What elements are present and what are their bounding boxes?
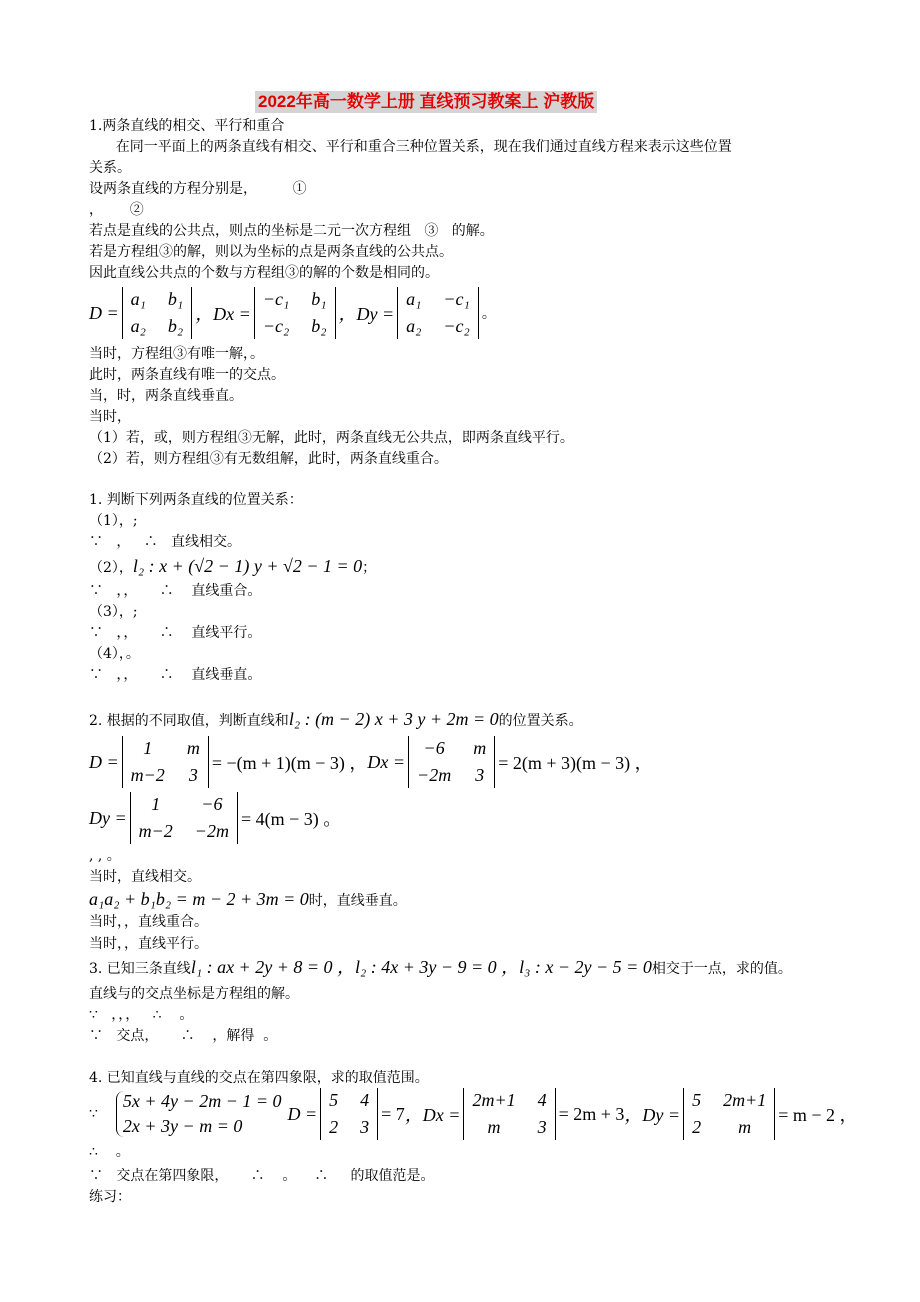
equation-system: 5x + 4y − 2m − 1 = 0 2x + 3y − m = 0 xyxy=(116,1091,282,1137)
paragraph: ， ② xyxy=(89,202,144,218)
paragraph: 直线与的交点坐标是方程组的解。 xyxy=(89,986,299,1002)
paragraph: , , 。 xyxy=(89,848,121,864)
math-value: = 7 xyxy=(381,1103,405,1124)
math-label: D = xyxy=(287,1103,318,1124)
math-value: = 4(m − 3) 。 xyxy=(240,809,342,829)
determinant-formula xyxy=(89,1088,858,1140)
determinant: a₁ b₁ a₂ b₂ xyxy=(122,287,193,339)
exercise-heading: 3. 已知三条直线l₁ : ax + 2y + 8 = 0 ，l₂ : 4x + 3y − 9 = 0 ，l₃ : x − 2y − 5 = 0相交于一点，求的值。 xyxy=(89,957,792,977)
paragraph: 当时，，直线重合。 xyxy=(89,914,208,930)
paragraph: （1），; xyxy=(89,513,138,529)
paragraph: ∵ ，， ∴ 直线重合。 xyxy=(89,583,262,599)
paragraph: 当时， xyxy=(89,409,131,425)
determinant: 5 4 2 3 xyxy=(320,1088,378,1140)
determinant-formula xyxy=(89,287,496,339)
paragraph: a₁a₂ + b₁b₂ = m − 2 + 3m = 0时，直线垂直。 xyxy=(89,889,407,909)
determinant: −6 m −2m 3 xyxy=(408,736,495,788)
paragraph: ∵ ，， ∴ 直线垂直。 xyxy=(89,667,262,683)
section-heading: 1.两条直线的相交、平行和重合 xyxy=(89,118,285,134)
paragraph: 关系。 xyxy=(89,160,131,176)
document-title: 2022年高一数学上册 直线预习教案上 沪教版 xyxy=(255,91,597,113)
math-label: D = xyxy=(89,302,119,323)
paragraph: （4），。 xyxy=(89,646,140,662)
paragraph: （3），; xyxy=(89,604,138,620)
math-label: ，Dy = xyxy=(338,304,395,324)
determinant: 2m+1 4 m 3 xyxy=(463,1088,555,1140)
punctuation: 。 xyxy=(481,307,496,322)
paragraph: 设两条直线的方程分别是， ① xyxy=(89,181,307,197)
math-label: Dx = xyxy=(367,751,406,772)
paragraph: 若点是直线的公共点，则点的坐标是二元一次方程组 ③ 的解。 xyxy=(89,223,494,239)
because-symbol: ∵ xyxy=(89,1106,98,1122)
determinant: −c₁ b₁ −c₂ b₂ xyxy=(254,287,336,339)
math-label: ，Dx = xyxy=(404,1105,461,1125)
determinant-formula xyxy=(89,736,653,788)
determinant: 5 2m+1 2 m xyxy=(683,1088,775,1140)
exercise-heading: 1. 判断下列两条直线的位置关系： xyxy=(89,492,303,508)
math-label: ，Dx = xyxy=(195,304,251,324)
paragraph: （1）若，或，则方程组③无解，此时，两条直线无公共点，即两条直线平行。 xyxy=(89,430,574,446)
determinant: 1 m m−2 3 xyxy=(122,736,209,788)
paragraph: 若是方程组③的解，则以为坐标的点是两条直线的公共点。 xyxy=(89,244,453,260)
paragraph: ∵ ，， ∴ 直线平行。 xyxy=(89,625,262,641)
paragraph: ∵ ，，， ∴ 。 xyxy=(89,1007,194,1023)
paragraph: 当时，方程组③有唯一解，。 xyxy=(89,346,264,362)
determinant: 1 −6 m−2 −2m xyxy=(130,792,238,844)
paragraph: ∵ ， ∴ 直线相交。 xyxy=(89,534,242,550)
math-label: Dy = xyxy=(89,807,127,828)
paragraph: 当时，，直线平行。 xyxy=(89,936,208,952)
paragraph: 当，时，两条直线垂直。 xyxy=(89,388,243,404)
math-value: = 2(m + 3)(m − 3) ， xyxy=(498,753,653,773)
paragraph: （2），l₂ : x + (√2 − 1) y + √2 − 1 = 0； xyxy=(89,556,377,576)
math-value: = m − 2 ， xyxy=(778,1105,858,1125)
exercise-heading: 2. 根据的不同取值，判断直线和l₂ : (m − 2) x + 3 y + 2m = 0的位置关系。 xyxy=(89,709,583,729)
paragraph: 因此直线公共点的个数与方程组③的解的个数是相同的。 xyxy=(89,265,439,281)
paragraph: 当时，直线相交。 xyxy=(89,869,201,885)
paragraph: ∵ 交点， ∴ ，解得 。 xyxy=(89,1028,278,1044)
paragraph: 练习： xyxy=(89,1189,131,1205)
math-label: ，Dy = xyxy=(624,1105,681,1125)
exercise-heading: 4. 已知直线与直线的交点在第四象限，求的取值范围。 xyxy=(89,1070,429,1086)
paragraph: ∴ 。 xyxy=(89,1144,130,1160)
math-value: = 2m + 3 xyxy=(558,1103,625,1124)
math-value: = −(m + 1)(m − 3) ， xyxy=(211,753,368,773)
paragraph: （2）若，则方程组③有无数组解，此时，两条直线重合。 xyxy=(89,451,448,467)
determinant-formula xyxy=(89,792,341,844)
determinant: a₁ −c₁ a₂ −c₂ xyxy=(397,287,479,339)
paragraph: 此时，两条直线有唯一的交点。 xyxy=(89,367,285,383)
math-label: D = xyxy=(89,751,119,772)
paragraph: ∵ 交点在第四象限， ∴ 。 ∴ 的取值范是。 xyxy=(89,1168,435,1184)
paragraph: 在同一平面上的两条直线有相交、平行和重合三种位置关系，现在我们通过直线方程来表示这些位置 xyxy=(89,139,732,155)
